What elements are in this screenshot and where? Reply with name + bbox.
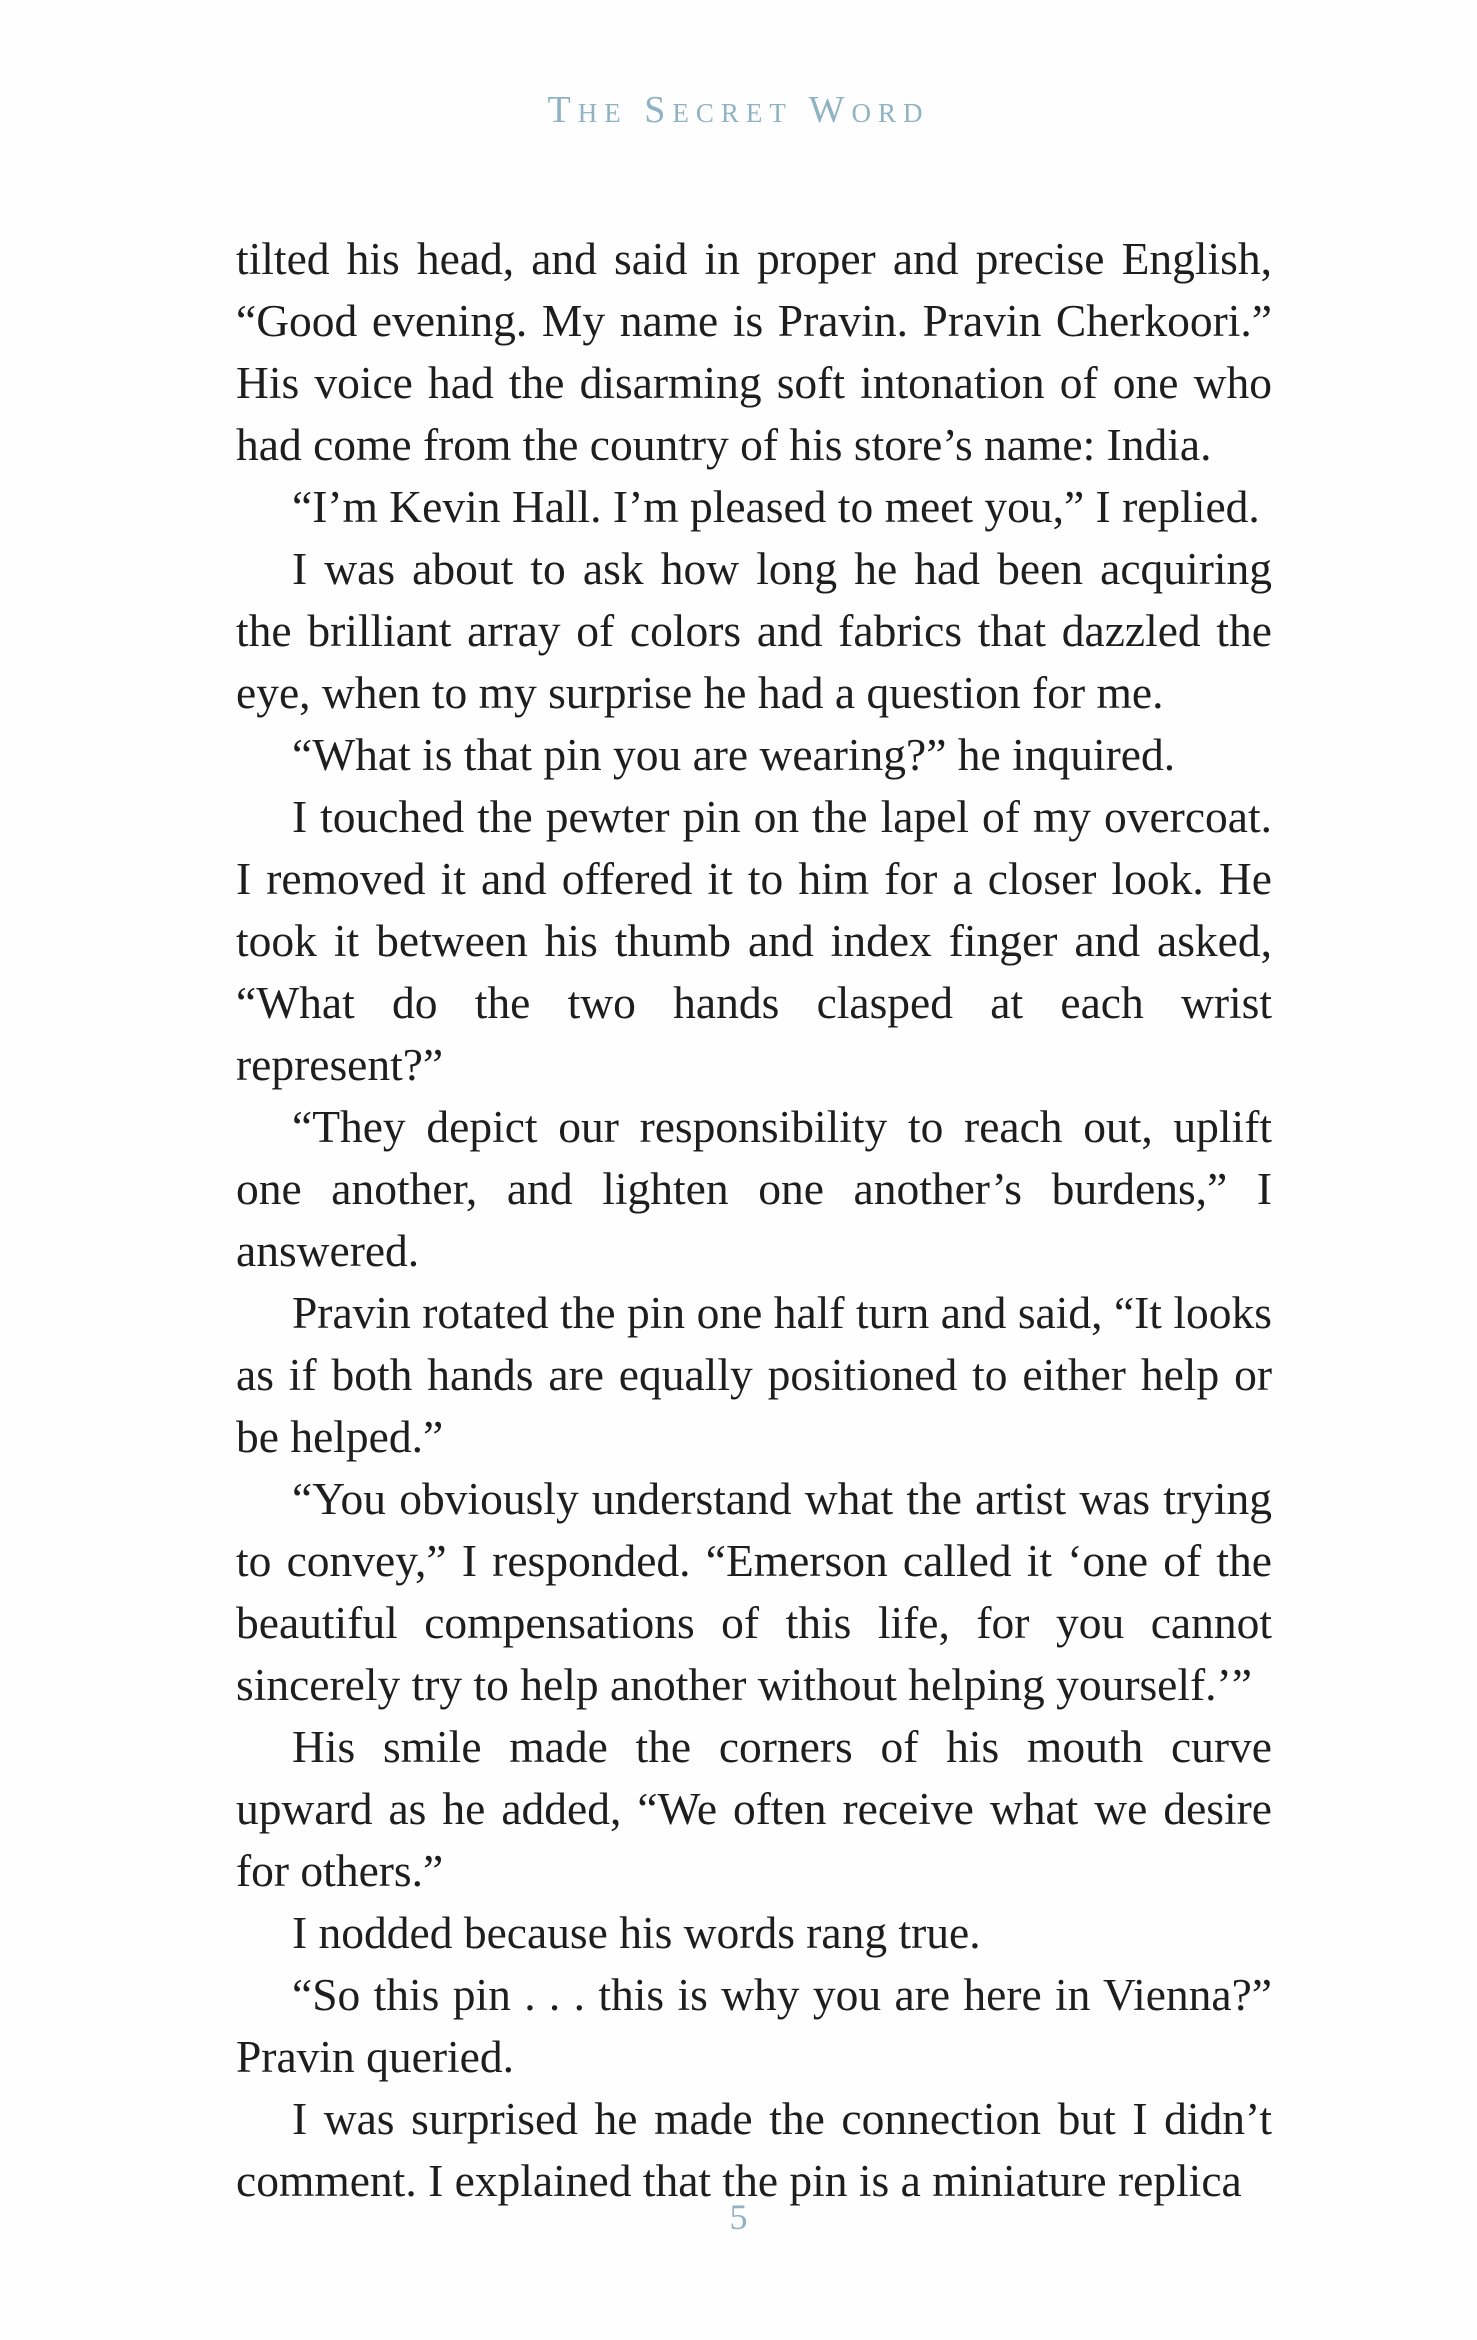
paragraph: I was surprised he made the connection but I didn’t comment. I explained that the pin is a miniature replica	[236, 2093, 1272, 2206]
paragraph: “What is that pin you are wearing?” he inquired.	[292, 729, 1176, 780]
paragraph: “So this pin . . . this is why you are here in Vienna?” Pravin queried.	[236, 1969, 1272, 2082]
paragraph: I touched the pewter pin on the lapel of my overcoat. I removed it and offered it to him for a closer look. He took it between his thumb and index finger and asked, “What do the two hands clasped at each wrist represent?”	[236, 791, 1272, 1090]
paragraph: tilted his head, and said in proper and precise English, “Good evening. My name is Pravin. Pravin Cherkoori.” His voice had the disarming soft intonation of one who had come from the country of his store’s name: India.	[236, 233, 1272, 470]
paragraph: “They depict our responsibility to reach out, uplift one another, and lighten one another’s burdens,” I answered.	[236, 1101, 1272, 1276]
page-number: 5	[729, 2197, 748, 2237]
body-text	[236, 228, 1272, 2212]
running-head: The Secret Word	[547, 89, 930, 131]
paragraph: I was about to ask how long he had been acquiring the brilliant array of colors and fabrics that dazzled the eye, when to my surprise he had a question for me.	[236, 543, 1272, 718]
paragraph: I nodded because his words rang true.	[292, 1907, 981, 1958]
paragraph: “I’m Kevin Hall. I’m pleased to meet you,” I replied.	[292, 481, 1260, 532]
paragraph: His smile made the corners of his mouth curve upward as he added, “We often receive what we desire for others.”	[236, 1721, 1272, 1896]
paragraph: “You obviously understand what the artist was trying to convey,” I responded. “Emerson called it ‘one of the beautiful compensations of this life, for you cannot sincerely try to help another without helping yourself.’”	[236, 1473, 1272, 1710]
paragraph: Pravin rotated the pin one half turn and said, “It looks as if both hands are equally positioned to either help or be helped.”	[236, 1287, 1272, 1462]
